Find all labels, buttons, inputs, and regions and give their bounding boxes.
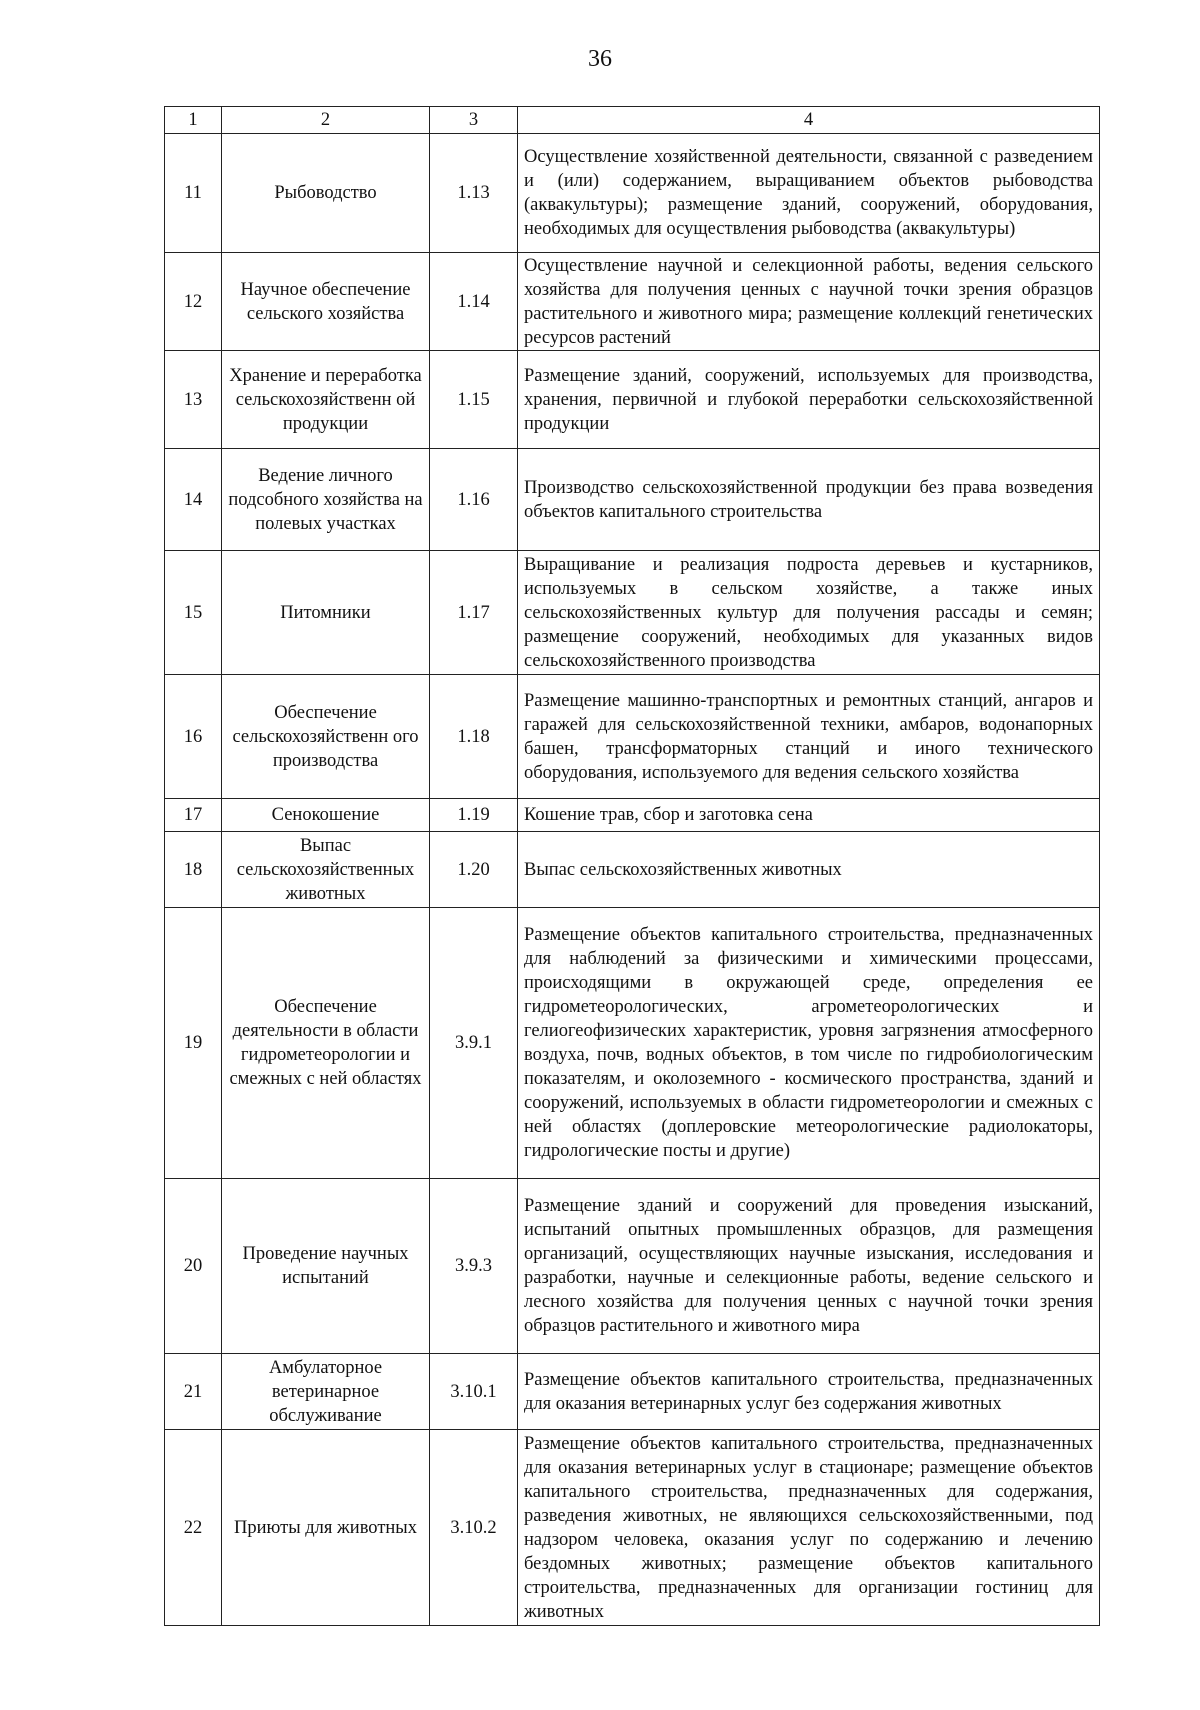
table-row xyxy=(165,1179,1100,1354)
use-type-code: 3.10.1 xyxy=(430,1354,518,1430)
row-number: 22 xyxy=(165,1430,222,1626)
row-number: 20 xyxy=(165,1179,222,1354)
row-number: 21 xyxy=(165,1354,222,1430)
column-header-3: 3 xyxy=(430,107,518,134)
use-type-name: Научное обеспечение сельского хозяйства xyxy=(222,253,430,351)
use-type-description: Размещение объектов капитального строительства, предназначенных для оказания ветеринарных услуг без содержания животных xyxy=(518,1354,1100,1430)
page-number: 36 xyxy=(588,46,612,72)
use-type-name: Питомники xyxy=(222,551,430,675)
row-number: 16 xyxy=(165,675,222,799)
use-type-name: Ведение личного подсобного хозяйства на полевых участках xyxy=(222,449,430,551)
table-row xyxy=(165,832,1100,908)
use-type-description: Размещение зданий, сооружений, используемых для производства, хранения, первичной и глубокой переработки сельскохозяйственной продукции xyxy=(518,351,1100,449)
table-row xyxy=(165,1354,1100,1430)
use-type-name: Амбулаторное ветеринарное обслуживание xyxy=(222,1354,430,1430)
row-number: 11 xyxy=(165,134,222,253)
use-type-description: Размещение машинно-транспортных и ремонтных станций, ангаров и гаражей для сельскохозяйственной техники, амбаров, водонапорных башен, трансформаторных станций и иного технического оборудования, используемого для ведения сельского хозяйства xyxy=(518,675,1100,799)
use-type-description: Размещение зданий и сооружений для проведения изысканий, испытаний опытных промышленных образцов, для размещения организаций, осуществляющих научные изыскания, исследования и разработки, научные и селекционные работы, ведение сельского и лесного хозяйства для получения ценных с научной точки зрения образцов растительного и животного мира xyxy=(518,1179,1100,1354)
use-type-code: 1.18 xyxy=(430,675,518,799)
use-type-description: Производство сельскохозяйственной продукции без права возведения объектов капитального строительства xyxy=(518,449,1100,551)
use-type-description: Осуществление научной и селекционной работы, ведения сельского хозяйства для получения ценных с научной точки зрения образцов растительного и животного мира; размещение коллекций генетических ресурсов растений xyxy=(518,253,1100,351)
use-type-name: Сенокошение xyxy=(222,799,430,832)
header-row xyxy=(165,107,1100,134)
use-type-code: 1.19 xyxy=(430,799,518,832)
table-row xyxy=(165,351,1100,449)
use-type-description: Кошение трав, сбор и заготовка сена xyxy=(518,799,1100,832)
use-type-name: Проведение научных испытаний xyxy=(222,1179,430,1354)
table-row xyxy=(165,1430,1100,1626)
use-type-code: 1.17 xyxy=(430,551,518,675)
use-type-code: 1.14 xyxy=(430,253,518,351)
table-row xyxy=(165,449,1100,551)
use-type-description: Выращивание и реализация подроста деревьев и кустарников, используемых в сельском хозяйстве, а также иных сельскохозяйственных культур для получения рассады и семян; размещение сооружений, необходимых для указанных видов сельскохозяйственного производства xyxy=(518,551,1100,675)
land-use-table xyxy=(164,106,1100,1626)
use-type-code: 1.20 xyxy=(430,832,518,908)
use-type-name: Выпас сельскохозяйственных животных xyxy=(222,832,430,908)
column-header-2: 2 xyxy=(222,107,430,134)
table-row xyxy=(165,551,1100,675)
use-type-name: Обеспечение деятельности в области гидрометеорологии и смежных с ней областях xyxy=(222,908,430,1179)
table-row xyxy=(165,253,1100,351)
row-number: 14 xyxy=(165,449,222,551)
use-type-name: Рыбоводство xyxy=(222,134,430,253)
table-row xyxy=(165,799,1100,832)
row-number: 17 xyxy=(165,799,222,832)
column-header-4: 4 xyxy=(518,107,1100,134)
use-type-description: Размещение объектов капитального строительства, предназначенных для оказания ветеринарных услуг в стационаре; размещение объектов капитального строительства, предназначенных для содержания, разведения животных, не являющихся сельскохозяйственными, под надзором человека, оказания услуг по содержанию и лечению бездомных животных; размещение объектов капитального строительства, предназначенных для организации гостиниц для животных xyxy=(518,1430,1100,1626)
row-number: 15 xyxy=(165,551,222,675)
use-type-name: Приюты для животных xyxy=(222,1430,430,1626)
table-row xyxy=(165,134,1100,253)
table-row xyxy=(165,908,1100,1179)
use-type-code: 1.16 xyxy=(430,449,518,551)
row-number: 19 xyxy=(165,908,222,1179)
table-header xyxy=(165,107,1100,134)
table-body xyxy=(165,134,1100,1626)
table-row xyxy=(165,675,1100,799)
row-number: 12 xyxy=(165,253,222,351)
use-type-description: Выпас сельскохозяйственных животных xyxy=(518,832,1100,908)
use-type-description: Размещение объектов капитального строительства, предназначенных для наблюдений за физическими и химическими процессами, происходящими в окружающей среде, определения ее гидрометеорологических, агрометеорологических и гелиогеофизических характеристик, уровня загрязнения атмосферного воздуха, почв, водных объектов, в том числе по гидробиологическим показателям, и околоземного - космического пространства, зданий и сооружений, используемых в области гидрометеорологии и смежных с ней областях (доплеровские метеорологические радиолокаторы, гидрологические посты и другие) xyxy=(518,908,1100,1179)
use-type-code: 1.13 xyxy=(430,134,518,253)
use-type-description: Осуществление хозяйственной деятельности, связанной с разведением и (или) содержанием, выращиванием объектов рыбоводства (аквакультуры); размещение зданий, сооружений, оборудования, необходимых для осуществления рыбоводства (аквакультуры) xyxy=(518,134,1100,253)
row-number: 18 xyxy=(165,832,222,908)
use-type-name: Хранение и переработка сельскохозяйственн ой продукции xyxy=(222,351,430,449)
use-type-code: 3.10.2 xyxy=(430,1430,518,1626)
use-type-code: 1.15 xyxy=(430,351,518,449)
use-type-code: 3.9.3 xyxy=(430,1179,518,1354)
row-number: 13 xyxy=(165,351,222,449)
use-type-code: 3.9.1 xyxy=(430,908,518,1179)
column-header-1: 1 xyxy=(165,107,222,134)
use-type-name: Обеспечение сельскохозяйственн ого производства xyxy=(222,675,430,799)
